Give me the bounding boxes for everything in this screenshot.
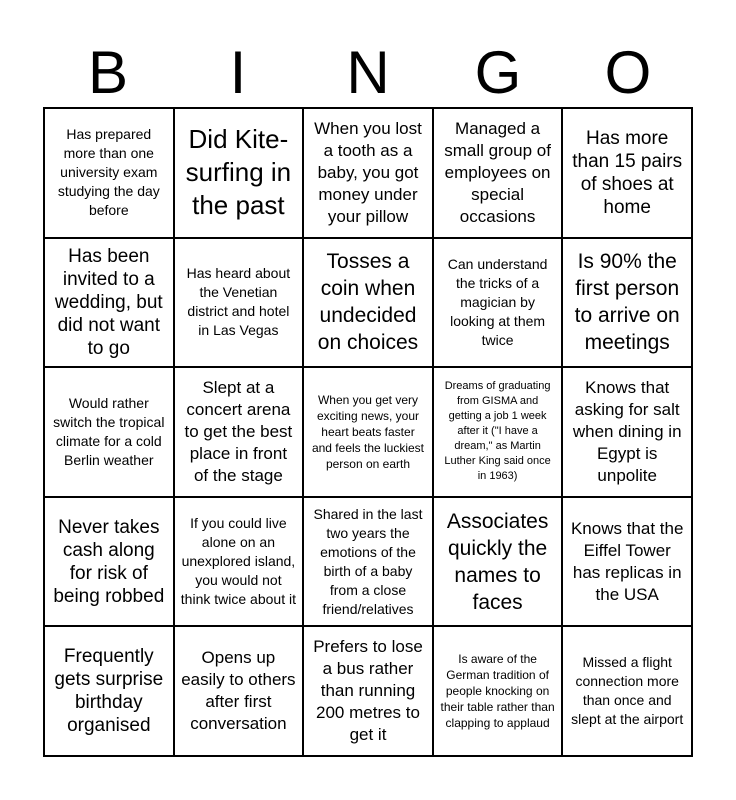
cell-text: Slept at a concert arena to get the best place in front of the stage <box>184 377 293 485</box>
cell-text: Shared in the last two years the emotions of the birth of a baby from a close friend/relatives <box>313 505 423 617</box>
bingo-cell[interactable] <box>44 238 174 368</box>
bingo-cell[interactable] <box>174 497 304 627</box>
cell-text: Is 90% the first person to arrive on meetings <box>574 250 680 355</box>
cell-text: If you could live alone on an unexplored island, you would not think twice about it <box>180 515 296 608</box>
cell-text: Missed a flight connection more than once and slept at the airport <box>571 654 684 728</box>
cell-text: Is aware of the German tradition of people knocking on their table rather than clapping to applaud <box>440 652 555 731</box>
bingo-cell[interactable] <box>174 238 304 368</box>
bingo-cell[interactable] <box>562 367 692 497</box>
cell-text: Would rather switch the tropical climate for a cold Berlin weather <box>53 394 165 468</box>
bingo-cell[interactable] <box>562 108 692 238</box>
bingo-cell[interactable] <box>44 497 174 627</box>
cell-text: Can understand the tricks of a magician by looking at them twice <box>447 255 548 348</box>
cell-text: When you lost a tooth as a baby, you got money under your pillow <box>314 118 422 226</box>
cell-text: Has heard about the Venetian district and hotel in Las Vegas <box>186 265 291 339</box>
bingo-grid <box>43 107 693 757</box>
bingo-cell[interactable] <box>174 367 304 497</box>
cell-text: Frequently gets surprise birthday organised <box>54 646 164 737</box>
cell-text: Prefers to lose a bus rather than running 200 metres to get it <box>313 637 423 745</box>
cell-text: Managed a small group of employees on special occasions <box>444 118 551 226</box>
cell-text: When you get very exciting news, your heart beats faster and feels the luckiest person on earth <box>311 392 425 471</box>
bingo-cell[interactable] <box>433 626 563 756</box>
bingo-cell[interactable] <box>433 497 563 627</box>
header-letter-n: N <box>346 39 390 106</box>
bingo-cell[interactable] <box>44 108 174 238</box>
cell-text: Has been invited to a wedding, but did not want to go <box>54 245 163 359</box>
bingo-cell[interactable] <box>562 238 692 368</box>
bingo-cell[interactable] <box>174 626 304 756</box>
bingo-cell[interactable] <box>433 108 563 238</box>
header-letter-b: B <box>87 39 129 106</box>
header-letter-g: G <box>474 39 522 106</box>
cell-text: Has prepared more than one university exam studying the day before <box>57 126 160 219</box>
cell-text: Opens up easily to others after first conversation <box>181 648 296 734</box>
cell-text: Tosses a coin when undecided on choices <box>317 250 419 355</box>
header-letter-o: O <box>604 39 652 106</box>
cell-text: Knows that the Eiffel Tower has replicas in the USA <box>570 518 684 604</box>
bingo-cell[interactable] <box>174 108 304 238</box>
bingo-cell[interactable] <box>303 497 433 627</box>
bingo-cell[interactable] <box>562 497 692 627</box>
bingo-cell[interactable] <box>303 367 433 497</box>
cell-text: Knows that asking for salt when dining in Egypt is unpolite <box>572 377 682 485</box>
cell-text: Dreams of graduating from GISMA and getting a job 1 week after it ("I have a dream," as Martin Luther King said once in 1963) <box>444 380 551 483</box>
cell-text: Has more than 15 pairs of shoes at home <box>572 127 683 218</box>
bingo-cell[interactable] <box>433 367 563 497</box>
bingo-cell[interactable] <box>303 238 433 368</box>
bingo-header <box>43 40 693 106</box>
cell-text: Did Kite-surfing in the past <box>185 124 292 221</box>
cell-text: Never takes cash along for risk of being robbed <box>53 516 165 607</box>
cell-text: Associates quickly the names to faces <box>446 509 549 614</box>
bingo-cell[interactable] <box>303 626 433 756</box>
bingo-cell[interactable] <box>44 626 174 756</box>
bingo-cell[interactable] <box>44 367 174 497</box>
bingo-cell[interactable] <box>562 626 692 756</box>
header-letter-i: I <box>229 39 247 106</box>
bingo-cell[interactable] <box>433 238 563 368</box>
bingo-cell[interactable] <box>303 108 433 238</box>
